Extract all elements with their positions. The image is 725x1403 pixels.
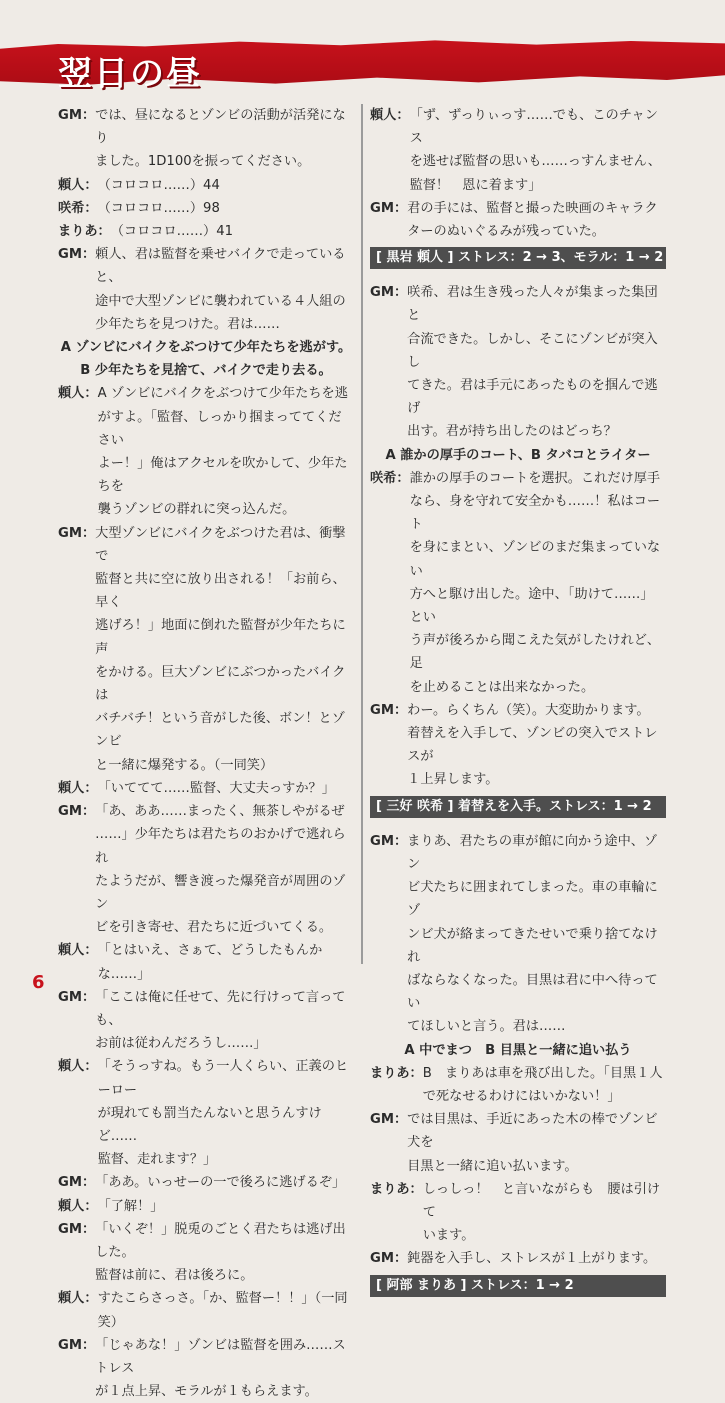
dialogue-line: 途中で大型ゾンビに襲われている４人組の bbox=[95, 293, 346, 309]
dialogue-line: 「じゃあな！」ゾンビは監督を囲み……ストレス bbox=[95, 1337, 346, 1376]
speaker-label: 咲希： bbox=[370, 470, 410, 486]
dialogue-text bbox=[95, 522, 354, 777]
dialogue-block bbox=[58, 986, 354, 1056]
dialogue-line: よー！」俺はアクセルを吹かして、少年たちを bbox=[97, 456, 348, 495]
dialogue-text bbox=[410, 104, 666, 197]
dialogue-line: います。 bbox=[422, 1228, 475, 1244]
status-bar: [ 三好 咲希 ] 着替えを入手。ストレス：1 → 2 bbox=[370, 796, 666, 818]
speaker-label: GM： bbox=[58, 804, 96, 820]
speaker-label: GM： bbox=[58, 1221, 96, 1237]
dialogue-line: 「ここは俺に任せて、先に行けって言っても、 bbox=[95, 989, 346, 1028]
dialogue-line: と一緒に爆発する。（一同笑） bbox=[95, 757, 274, 773]
dialogue-block bbox=[58, 777, 354, 800]
dialogue-text bbox=[410, 467, 666, 699]
speaker-label: 頼人： bbox=[58, 1198, 98, 1214]
dialogue-line: 少年たちを見つけた。君は…… bbox=[95, 316, 280, 332]
dialogue-line: で死なせるわけにはいかない！」 bbox=[422, 1088, 621, 1104]
speaker-label: GM： bbox=[58, 1337, 96, 1353]
dialogue-text bbox=[98, 1055, 354, 1171]
dialogue-block bbox=[58, 174, 354, 197]
column-divider bbox=[361, 104, 363, 964]
dialogue-line: を身にまとい、ゾンビのまだ集まっていない bbox=[409, 540, 661, 579]
dialogue-line: てほしいと言う。君は…… bbox=[407, 1019, 566, 1035]
dialogue-line: 咲希、君は生き残った人々が集まった集団と bbox=[407, 285, 658, 324]
dialogue-line: ました。1D100を振ってください。 bbox=[95, 154, 311, 170]
dialogue-text bbox=[95, 243, 354, 336]
dialogue-line: １上昇します。 bbox=[407, 772, 499, 788]
dialogue-block bbox=[370, 1247, 666, 1270]
dialogue-line: 「とはいえ、さぁて、どうしたもんかな……」 bbox=[97, 943, 323, 982]
dialogue-block bbox=[58, 1218, 354, 1288]
dialogue-line: B まりあは車を飛び出した。「目黒１人 bbox=[422, 1065, 663, 1081]
dialogue-block bbox=[58, 197, 354, 220]
dialogue-line: 監督と共に空に放り出される！「お前ら、早く bbox=[95, 572, 346, 611]
dialogue-block bbox=[370, 1062, 666, 1108]
dialogue-line: （コロコロ……）98 bbox=[97, 200, 220, 216]
status-bar: [ 黒岩 頼人 ] ストレス：2 → 3、モラル：1 → 2 bbox=[370, 247, 666, 269]
dialogue-text bbox=[407, 1108, 666, 1178]
dialogue-block bbox=[370, 281, 666, 443]
dialogue-line: を逃せば監督の思いも……っすんません、 bbox=[409, 154, 661, 170]
dialogue-line: なら、身を守れて安全かも……！私はコート bbox=[409, 494, 661, 533]
dialogue-line: では目黒は、手近にあった木の棒でゾンビ犬を bbox=[407, 1112, 658, 1151]
dialogue-text bbox=[98, 197, 354, 220]
dialogue-line: 誰かの厚手のコートを選択。これだけ厚手 bbox=[409, 470, 661, 486]
dialogue-line: 方へと駆け出した。途中、「助けて……」とい bbox=[409, 586, 654, 626]
dialogue-text bbox=[95, 800, 354, 939]
dialogue-line: ンビ犬が絡まってきたせいで乗り捨てなけれ bbox=[407, 926, 658, 965]
speaker-label: GM： bbox=[370, 1251, 408, 1267]
speaker-label: 頼人： bbox=[58, 1291, 98, 1307]
dialogue-line: 出す。君が持ち出したのはどっち？ bbox=[407, 424, 617, 440]
speaker-label: 頼人： bbox=[58, 386, 98, 402]
dialogue-block bbox=[370, 467, 666, 699]
speaker-label: GM： bbox=[370, 833, 408, 849]
dialogue-line: が１点上昇、モラルが１もらえます。 bbox=[95, 1384, 318, 1400]
dialogue-line: 監督は前に、君は後ろに。 bbox=[95, 1268, 254, 1284]
dialogue-line: お前は従わんだろうし……」 bbox=[95, 1036, 267, 1052]
choice-option: A 誰かの厚手のコート、B タバコとライター bbox=[385, 447, 651, 463]
dialogue-block bbox=[58, 1195, 354, 1218]
dialogue-block bbox=[58, 220, 354, 243]
dialogue-block bbox=[370, 1178, 666, 1248]
choice-option: A 中でまつ B 目黒と一緒に追い払う bbox=[404, 1042, 632, 1058]
dialogue-line: 君の手には、監督と撮った映画のキャラク bbox=[407, 200, 658, 216]
dialogue-line: ターのぬいぐるみが残っていた。 bbox=[407, 224, 605, 240]
dialogue-line: ……」少年たちは君たちのおかげで逃れられ bbox=[95, 827, 346, 866]
dialogue-text bbox=[423, 1062, 666, 1108]
page-title: 翌日の昼 bbox=[58, 54, 202, 94]
dialogue-line: 着替えを入手して、ゾンビの突入でストレスが bbox=[407, 726, 658, 765]
dialogue-block bbox=[370, 104, 666, 197]
dialogue-line: う声が後ろから聞こえた気がしたけれど、足 bbox=[409, 633, 661, 672]
dialogue-block bbox=[58, 104, 354, 174]
speaker-label: GM： bbox=[58, 1175, 96, 1191]
status-bar: [ 阿部 まりあ ] ストレス：1 → 2 bbox=[370, 1275, 666, 1297]
dialogue-line: てきた。君は手元にあったものを掴んで逃げ bbox=[407, 378, 658, 417]
dialogue-line: （コロコロ……）44 bbox=[97, 177, 220, 193]
dialogue-text bbox=[407, 197, 666, 243]
dialogue-text bbox=[98, 939, 354, 985]
dialogue-line: わー。らくちん（笑）。大変助かります。 bbox=[407, 702, 650, 718]
dialogue-text bbox=[423, 1178, 666, 1248]
dialogue-block bbox=[58, 1055, 354, 1171]
speaker-label: 頼人： bbox=[370, 108, 410, 123]
dialogue-block bbox=[58, 382, 354, 521]
dialogue-block bbox=[370, 830, 666, 1039]
page-number: 6 bbox=[32, 972, 45, 993]
dialogue-text bbox=[95, 986, 354, 1056]
dialogue-line: 「そうっすね。もう一人くらい、正義のヒーロー bbox=[97, 1059, 349, 1098]
dialogue-block bbox=[58, 243, 354, 336]
right-column bbox=[370, 104, 666, 1309]
dialogue-line: すたこらさっさ。「か、監督ー！！」（一同笑） bbox=[97, 1291, 348, 1330]
dialogue-line: 「いくぞ！」脱兎のごとく君たちは逃げ出した。 bbox=[95, 1221, 346, 1260]
dialogue-block bbox=[58, 800, 354, 939]
speaker-label: GM： bbox=[58, 989, 96, 1005]
dialogue-line: A ゾンビにバイクをぶつけて少年たちを逃 bbox=[97, 386, 348, 402]
dialogue-text bbox=[407, 699, 666, 792]
speaker-label: GM： bbox=[58, 108, 96, 123]
dialogue-text bbox=[98, 777, 354, 800]
dialogue-block bbox=[58, 522, 354, 777]
choice-option: B 少年たちを見捨て、バイクで走り去る。 bbox=[80, 363, 332, 379]
dialogue-block bbox=[370, 699, 666, 792]
dialogue-line: がすよ。「監督、しっかり掴まっててください bbox=[97, 409, 342, 448]
dialogue-line: を止めることは出来なかった。 bbox=[409, 679, 595, 695]
dialogue-line: をかける。巨大ゾンビにぶつかったバイクは bbox=[95, 664, 346, 704]
dialogue-line: （コロコロ……）41 bbox=[110, 224, 234, 240]
speaker-label: 咲希： bbox=[58, 200, 98, 216]
dialogue-line: 「いててて……監督、大丈夫っすか？」 bbox=[97, 780, 335, 796]
speaker-label: 頼人： bbox=[58, 943, 98, 959]
speaker-label: まりあ： bbox=[370, 1181, 423, 1197]
speaker-label: GM： bbox=[58, 247, 96, 263]
dialogue-text bbox=[111, 220, 354, 243]
dialogue-line: たようだが、響き渡った爆発音が周囲のゾン bbox=[95, 873, 346, 912]
dialogue-line: 合流できた。しかし、そこにゾンビが突入し bbox=[407, 331, 658, 370]
dialogue-block bbox=[58, 1171, 354, 1194]
dialogue-line: ビを引き寄せ、君たちに近づいてくる。 bbox=[95, 920, 333, 936]
dialogue-text bbox=[98, 1195, 354, 1218]
dialogue-line: ばならなくなった。目黒は君に中へ待ってい bbox=[407, 972, 658, 1012]
dialogue-line: 「了解！」 bbox=[97, 1198, 164, 1214]
dialogue-block bbox=[58, 1334, 354, 1403]
dialogue-text bbox=[98, 1287, 354, 1333]
dialogue-line: バチバチ！という音がした後、ボン！とゾンビ bbox=[95, 711, 345, 750]
speaker-label: 頼人： bbox=[58, 780, 98, 796]
dialogue-line: 目黒と一緒に追い払います。 bbox=[407, 1158, 578, 1174]
dialogue-line: ビ犬たちに囲まれてしまった。車の車輪にゾ bbox=[407, 880, 658, 919]
dialogue-line: 襲うゾンビの群れに突っ込んだ。 bbox=[97, 502, 296, 518]
dialogue-text bbox=[95, 1218, 354, 1288]
dialogue-line: が現れても罰当たんないと思うんすけど…… bbox=[97, 1105, 322, 1144]
dialogue-text bbox=[98, 174, 354, 197]
dialogue-text bbox=[95, 1334, 354, 1403]
dialogue-block bbox=[370, 1108, 666, 1178]
speaker-label: GM： bbox=[58, 525, 96, 541]
dialogue-text bbox=[407, 830, 666, 1039]
dialogue-line: 監督！ 恩に着ます」 bbox=[409, 177, 542, 193]
speaker-label: GM： bbox=[370, 1112, 408, 1128]
dialogue-line: しっしっ！ と言いながらも 腰は引けて bbox=[422, 1181, 661, 1220]
choice-option: A ゾンビにバイクをぶつけて少年たちを逃がす。 bbox=[60, 340, 352, 356]
dialogue-text bbox=[98, 382, 354, 521]
dialogue-text bbox=[95, 1171, 354, 1194]
dialogue-line: 「ああ。いっせーの一で後ろに逃げるぞ」 bbox=[95, 1175, 346, 1191]
speaker-label: まりあ： bbox=[58, 224, 111, 240]
speaker-label: まりあ： bbox=[370, 1065, 423, 1081]
speaker-label: 頼人： bbox=[58, 1059, 98, 1075]
dialogue-text bbox=[95, 104, 354, 174]
speaker-label: GM： bbox=[370, 702, 408, 718]
dialogue-line: 「あ、ああ……まったく、無茶しやがるぜ bbox=[95, 804, 345, 820]
dialogue-line: まりあ、君たちの車が館に向かう途中、ゾン bbox=[407, 833, 658, 872]
dialogue-line: 「ず、ずっりぃっす……でも、このチャンス bbox=[409, 108, 658, 147]
dialogue-line: 逃げろ！」地面に倒れた監督が少年たちに声 bbox=[95, 618, 346, 657]
dialogue-line: 監督、走れます？」 bbox=[97, 1152, 217, 1168]
speaker-label: 頼人： bbox=[58, 177, 98, 193]
dialogue-block bbox=[58, 939, 354, 985]
speaker-label: GM： bbox=[370, 200, 408, 216]
speaker-label: GM： bbox=[370, 285, 408, 301]
dialogue-text bbox=[407, 1247, 666, 1270]
left-column bbox=[58, 104, 354, 1403]
dialogue-block bbox=[58, 1287, 354, 1333]
dialogue-text bbox=[407, 281, 666, 443]
dialogue-line: 大型ゾンビにバイクをぶつけた君は、衝撃で bbox=[95, 525, 346, 564]
dialogue-block bbox=[370, 197, 666, 243]
dialogue-line: 頼人、君は監督を乗せバイクで走っていると、 bbox=[95, 247, 346, 286]
dialogue-line: 鈍器を入手し、ストレスが１上がります。 bbox=[407, 1251, 657, 1267]
dialogue-line: では、昼になるとゾンビの活動が活発になり bbox=[95, 108, 346, 147]
